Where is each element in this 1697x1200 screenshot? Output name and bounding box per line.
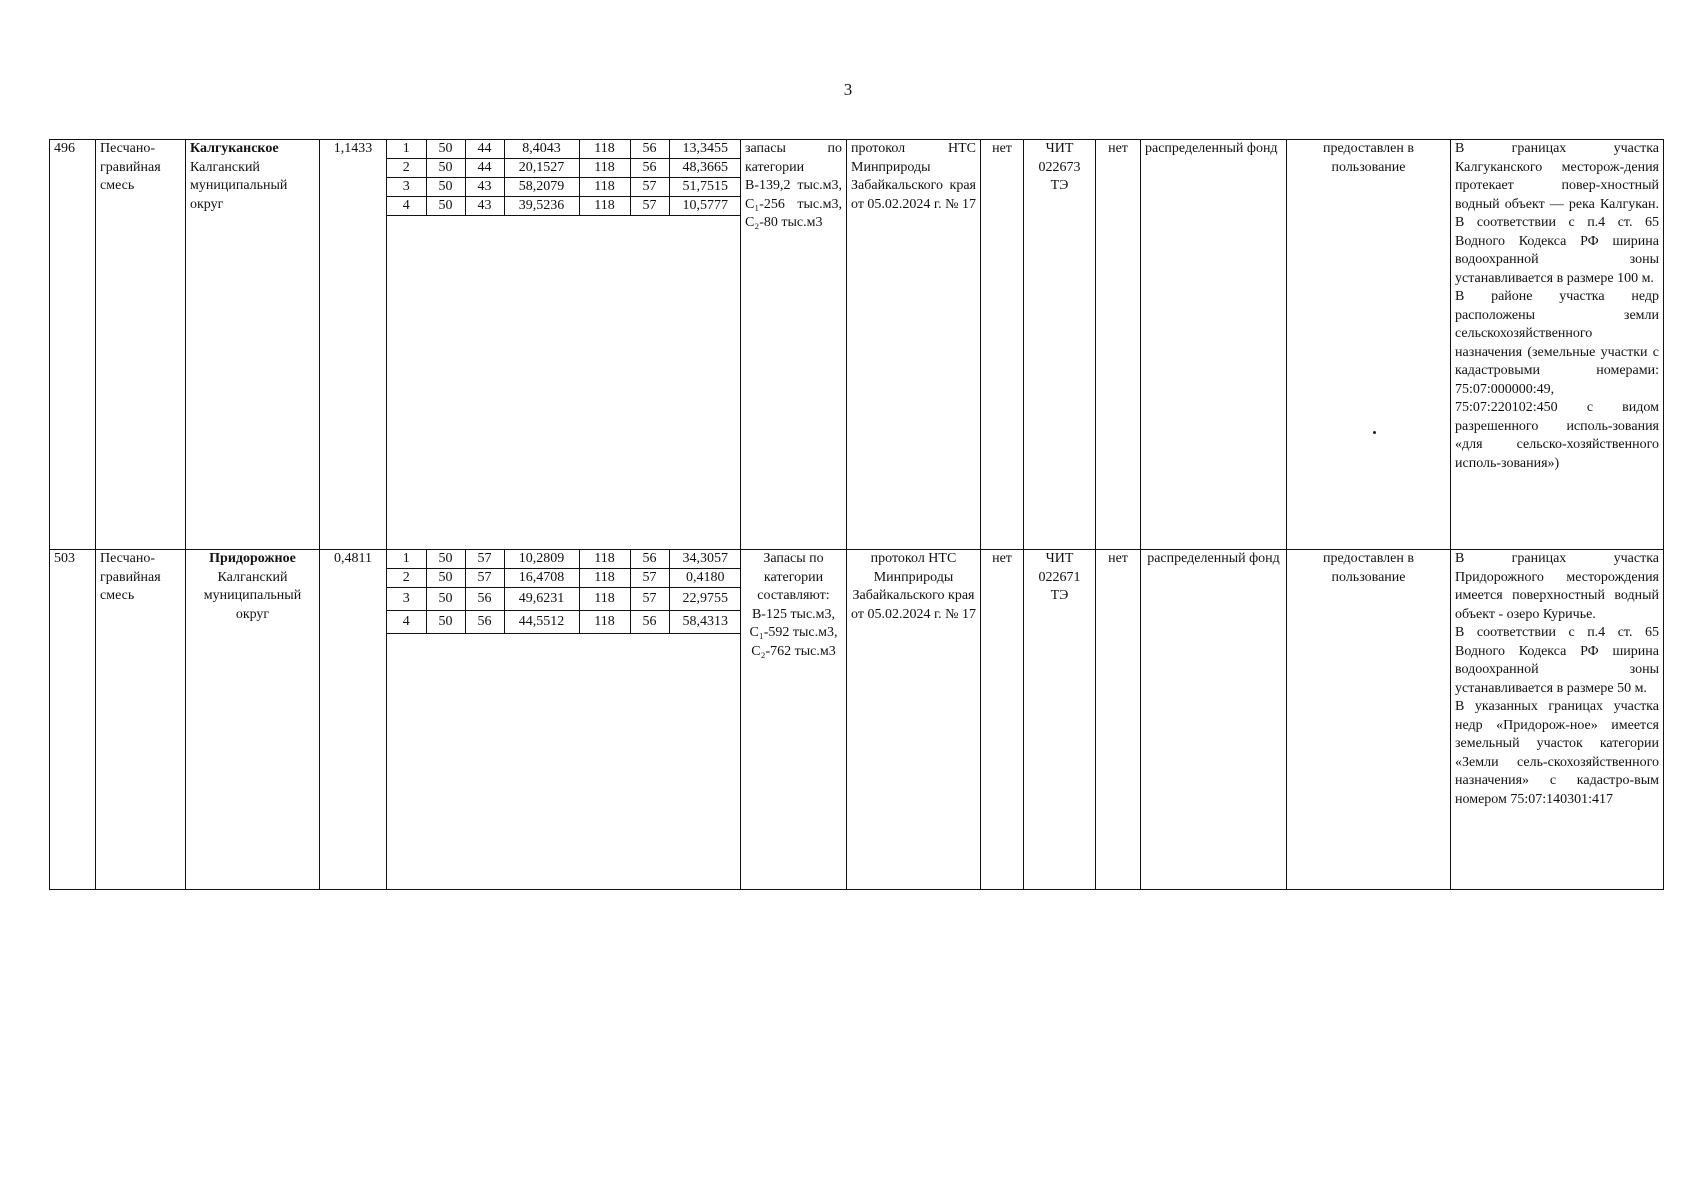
lat-minutes: 43 [465,197,504,216]
lon-seconds: 48,3665 [669,159,741,178]
coordinate-row [387,588,741,611]
lon-seconds: 51,7515 [669,178,741,197]
col-no-1: нет [981,550,1024,890]
mineral-type: Песчано-гравийная смесь [96,140,186,550]
fund: распределенный фонд [1141,140,1287,550]
lon-degrees: 118 [579,178,630,197]
note-paragraph: В указанных границах участка недр «Придорож-ное» имеется земельный участок категории «Земли сель-скохозяйственного назначения» с кадастро-вым номером 75:07:140301:417 [1455,699,1659,807]
row-id: 503 [50,550,96,890]
note-paragraph: В границах участка Калгуканского месторож-дения протекает повер-хностный водный объект — река Калгукан. В соответствии с п.4 ст. 65 Водного Кодекса РФ ширина водоохранной зоны устанавливается в размере 100 м. [1455,141,1659,286]
point-number: 4 [387,197,426,216]
lat-degrees: 50 [426,588,465,611]
lon-minutes: 57 [630,178,669,197]
lon-seconds: 0,4180 [669,569,741,588]
lon-degrees: 118 [579,140,630,159]
coordinate-row [387,611,741,634]
area: 1,1433 [320,140,387,550]
lat-seconds: 49,6231 [504,588,579,611]
license-number: ЧИТ 022673 ТЭ [1024,140,1096,550]
point-number: 1 [387,140,426,159]
lat-seconds: 39,5236 [504,197,579,216]
lat-minutes: 57 [465,569,504,588]
lat-seconds: 58,2079 [504,178,579,197]
coordinates-cell [387,140,741,550]
lat-seconds: 20,1527 [504,159,579,178]
area: 0,4811 [320,550,387,890]
district: Калганский муниципальный округ [203,569,302,622]
coordinate-row [387,569,741,588]
table-row [50,140,1664,550]
lon-seconds: 58,4313 [669,611,741,634]
lon-minutes: 57 [630,197,669,216]
lat-seconds: 8,4043 [504,140,579,159]
col-no-2: нет [1096,140,1141,550]
lat-degrees: 50 [426,178,465,197]
lon-degrees: 118 [579,550,630,569]
lon-seconds: 13,3455 [669,140,741,159]
coordinate-row [387,159,741,178]
lat-minutes: 44 [465,140,504,159]
lon-seconds: 22,9755 [669,588,741,611]
lon-minutes: 57 [630,588,669,611]
coordinates-table [387,140,741,216]
notes-cell [1451,140,1664,550]
lon-seconds: 34,3057 [669,550,741,569]
district: Калганский муниципальный округ [190,159,288,212]
license-number: ЧИТ 022671 ТЭ [1024,550,1096,890]
lon-degrees: 118 [579,569,630,588]
note-paragraph: В соответствии с п.4 ст. 65 Водного Кодекса РФ ширина водоохранной зоны устанавливается в размере 50 м. [1455,625,1659,696]
lat-minutes: 56 [465,588,504,611]
lon-seconds: 10,5777 [669,197,741,216]
site-name: Придорожное [209,551,296,566]
lat-degrees: 50 [426,159,465,178]
row-id: 496 [50,140,96,550]
lat-degrees: 50 [426,197,465,216]
point-number: 2 [387,159,426,178]
note-paragraph: В районе участка недр расположены земли сельскохозяйственного назначения (земельные участки с кадастровыми номерами: 75:07:000000:49, 75:07:220102:450 с видом разрешенного исполь-зования «для сельско-хозяйственного исполь-зования») [1455,289,1659,471]
lon-degrees: 118 [579,197,630,216]
note-paragraph: В границах участка Придорожного месторождения имеется поверхностный водный объект - озеро Куричье. [1455,551,1659,622]
coordinate-row [387,197,741,216]
coordinates-cell [387,550,741,890]
site-name: Калгуканское [190,141,279,156]
scan-dot-mark [1373,431,1376,434]
usage-status: предоставлен в пользование [1287,140,1451,550]
lon-degrees: 118 [579,588,630,611]
reserves: запасы по категории В-139,2 тыс.м3, С₁-256 тыс.м3, С₂-80 тыс.м3 [741,140,847,550]
reserves: Запасы по категории составляют: В-125 тыс.м3, С₁-592 тыс.м3, С₂-762 тыс.м3 [741,550,847,890]
protocol: протокол НТС Минприроды Забайкальского края от 05.02.2024 г. № 17 [847,140,981,550]
notes-cell [1451,550,1664,890]
lat-seconds: 16,4708 [504,569,579,588]
lat-minutes: 57 [465,550,504,569]
lon-degrees: 118 [579,159,630,178]
point-number: 2 [387,569,426,588]
coordinate-row [387,178,741,197]
coordinate-row [387,140,741,159]
fund: распределенный фонд [1141,550,1287,890]
mineral-type: Песчано-гравийная смесь [96,550,186,890]
lon-minutes: 56 [630,550,669,569]
page-number: 3 [843,80,853,99]
point-number: 3 [387,588,426,611]
lon-minutes: 56 [630,140,669,159]
protocol: протокол НТС Минприроды Забайкальского края от 05.02.2024 г. № 17 [847,550,981,890]
lat-degrees: 50 [426,550,465,569]
point-number: 1 [387,550,426,569]
subsoil-registry-table [49,139,1664,890]
lon-degrees: 118 [579,611,630,634]
lat-minutes: 44 [465,159,504,178]
lat-seconds: 44,5512 [504,611,579,634]
point-number: 3 [387,178,426,197]
lat-minutes: 43 [465,178,504,197]
coordinates-table [387,550,741,634]
lat-degrees: 50 [426,611,465,634]
lat-degrees: 50 [426,140,465,159]
lat-minutes: 56 [465,611,504,634]
coordinate-row [387,550,741,569]
lat-degrees: 50 [426,569,465,588]
table-row [50,550,1664,890]
lon-minutes: 56 [630,611,669,634]
lon-minutes: 56 [630,159,669,178]
lat-seconds: 10,2809 [504,550,579,569]
col-no-2: нет [1096,550,1141,890]
site-cell [186,550,320,890]
col-no-1: нет [981,140,1024,550]
usage-status: предоставлен в пользование [1287,550,1451,890]
point-number: 4 [387,611,426,634]
lon-minutes: 57 [630,569,669,588]
site-cell [186,140,320,550]
